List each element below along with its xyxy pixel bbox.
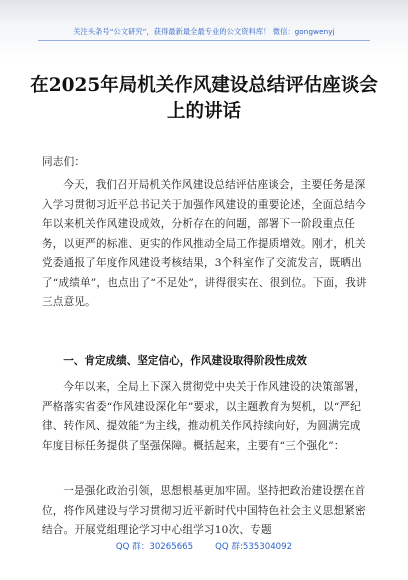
header-divider <box>38 40 370 41</box>
header-promo-note: 关注头条号“公文研究”，获得最新最全最专业的公文资料库！ 微信：gongwenyj <box>73 27 335 36</box>
paragraph-intro: 今天，我们召开局机关作风建设总结评估座谈会，主要任务是深入学习贯彻习近平总书记关于加强作风建设的重要论述，全面总结今年以来机关作风建设成效，分析存在的问题，部署下一阶段重点任务，以更严的标准、更实的作风推动全局工作提质增效。刚才，机关党委通报了年度作风建设考核结果，3个科室作了交流发言，既晒出了“成绩单”，也点出了“不足处”，讲得很实在、很到位。下面，我讲三点意见。 <box>42 179 367 308</box>
paragraph-political-leadership: 一是强化政治引领，思想根基更加牢固。坚持把政治建设摆在首位，将作风建设与学习贯彻习近平新时代中国特色社会主义思想紧密结合。开展党组理论学习中心组学习10次、专题 <box>42 485 366 536</box>
paragraph-achievements: 今年以来，全局上下深入贯彻党中央关于作风建设的决策部署，严格落实省委“作风建设深化年”要求，以主题教育为契机，以“严纪律、转作风、提效能”为主线，推动机关作风持续向好，为圆满完成年度目标任务提供了坚强保障。概括起来，主要有“三个强化”： <box>42 381 366 452</box>
footer-contact <box>0 540 408 552</box>
document-title: 在2025年局机关作风建设总结评估座谈会上的讲话 <box>30 75 378 122</box>
section-heading-1: 一、肯定成绩、坚定信心，作风建设取得阶段性成效 <box>63 355 307 367</box>
salutation: 同志们： <box>42 156 86 168</box>
footer-qq-group-1: QQ 群：30265665 <box>115 542 194 552</box>
footer-qq-group-2: QQ 群:535304092 <box>215 542 293 552</box>
